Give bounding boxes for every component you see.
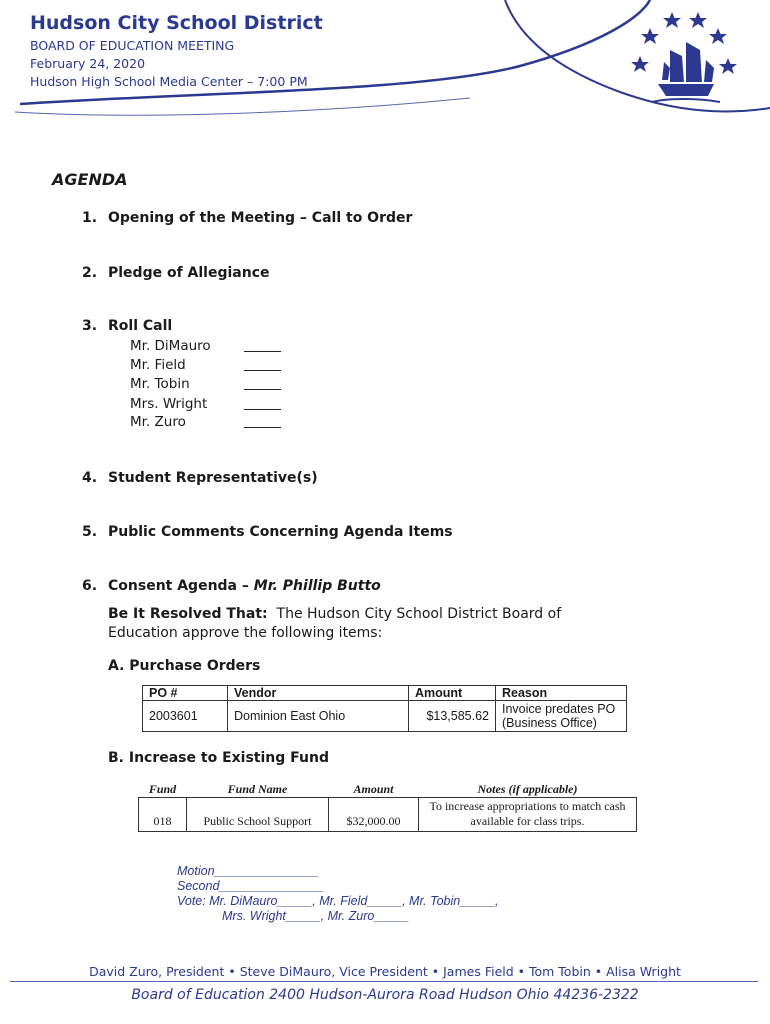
roll-call-blank <box>244 356 281 371</box>
purchase-orders-heading: A. Purchase Orders <box>108 658 261 674</box>
agenda-heading: AGENDA <box>52 170 128 189</box>
meeting-location: Hudson High School Media Center – 7:00 PM <box>30 74 308 89</box>
meeting-date: February 24, 2020 <box>30 56 146 71</box>
roll-call-member: Mr. Zuro <box>130 414 186 430</box>
vote-line: Vote: Mr. DiMauro_____, Mr. Field_____, Mr. Tobin_____, <box>177 894 499 908</box>
fund-notes: To increase appropriations to match cash available for class trips. <box>419 798 637 832</box>
roll-call-member: Mr. Tobin <box>130 376 190 392</box>
item-text: Opening of the Meeting – Call to Order <box>108 210 413 226</box>
resolution-lead: Be It Resolved That: <box>108 606 268 622</box>
roll-call-blank <box>244 337 281 352</box>
fund-increase-table <box>138 782 637 832</box>
district-title: Hudson City School District <box>30 12 323 34</box>
col-header: Reason <box>496 686 627 701</box>
item-text: Pledge of Allegiance <box>108 265 270 281</box>
footer-divider <box>10 981 758 982</box>
po-amount: $13,585.62 <box>409 701 496 732</box>
po-number: 2003601 <box>143 701 228 732</box>
col-header: PO # <box>143 686 228 701</box>
roll-call-member: Mrs. Wright <box>130 396 208 412</box>
item-number: 6. <box>82 578 98 594</box>
meeting-name: BOARD OF EDUCATION MEETING <box>30 38 235 53</box>
agenda-item-2 <box>82 265 270 281</box>
roll-call-member: Mr. Field <box>130 357 186 373</box>
motion-line: Motion_______________ <box>177 864 319 878</box>
purchase-orders-table <box>142 685 627 732</box>
agenda-item-4 <box>82 470 318 486</box>
table-header-row <box>139 782 637 798</box>
item-number: 4. <box>82 470 98 486</box>
roll-call-member: Mr. DiMauro <box>130 338 211 354</box>
agenda-item-1 <box>82 210 412 226</box>
table-row <box>143 701 627 732</box>
fund-name: Public School Support <box>187 798 329 832</box>
roll-call-blank <box>244 395 281 410</box>
po-reason: Invoice predates PO (Business Office) <box>496 701 627 732</box>
item-number: 2. <box>82 265 98 281</box>
roll-call-blank <box>244 413 281 428</box>
item-number: 3. <box>82 318 98 334</box>
item-presenter: Mr. Phillip Butto <box>253 578 381 594</box>
item-text: Consent Agenda – <box>108 578 254 594</box>
fund-increase-heading: B. Increase to Existing Fund <box>108 750 329 766</box>
roll-call-blank <box>244 375 281 390</box>
item-text: Student Representative(s) <box>108 470 318 486</box>
agenda-item-5 <box>82 524 453 540</box>
table-row <box>139 798 637 832</box>
vote-line-continued: Mrs. Wright_____, Mr. Zuro_____ <box>222 909 410 923</box>
resolution-text: The Hudson City School District Board of Education approve the following items: <box>108 606 562 641</box>
col-header: Notes (if applicable) <box>477 782 578 796</box>
item-text: Public Comments Concerning Agenda Items <box>108 524 453 540</box>
resolution-paragraph <box>108 605 628 643</box>
po-vendor: Dominion East Ohio <box>228 701 409 732</box>
item-number: 5. <box>82 524 98 540</box>
col-header: Amount <box>409 686 496 701</box>
col-header: Vendor <box>228 686 409 701</box>
agenda-item-3 <box>82 318 172 334</box>
col-header: Fund Name <box>227 782 288 796</box>
fund-amount: $32,000.00 <box>329 798 419 832</box>
agenda-item-6 <box>82 578 381 594</box>
table-header-row <box>143 686 627 701</box>
address-footer: Board of Education 2400 Hudson-Aurora Road Hudson Ohio 44236-2322 <box>131 987 639 1003</box>
col-header: Fund <box>148 782 177 796</box>
ship-logo-icon <box>628 10 740 110</box>
second-line: Second_______________ <box>177 879 324 893</box>
col-header: Amount <box>353 782 394 796</box>
item-text: Roll Call <box>108 318 173 334</box>
item-number: 1. <box>82 210 98 226</box>
fund-number: 018 <box>139 798 187 832</box>
board-members-footer: David Zuro, President • Steve DiMauro, Vice President • James Field • Tom Tobin • Alisa Wright <box>89 964 681 979</box>
